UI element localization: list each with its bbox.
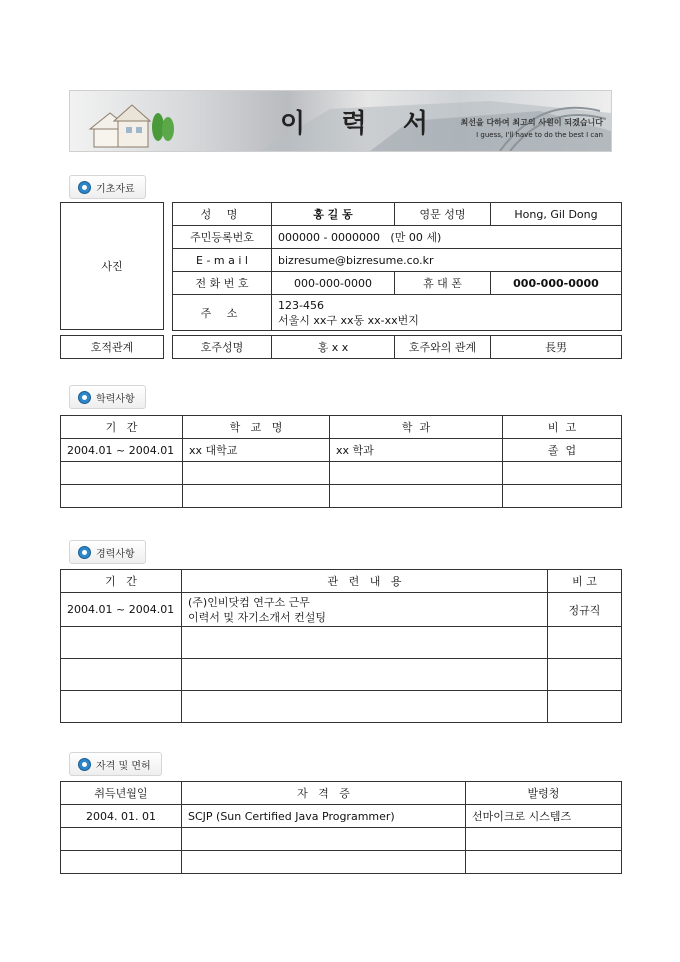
- career-description: [182, 593, 548, 627]
- career-description: [182, 627, 548, 659]
- section-tag-license: [69, 752, 162, 776]
- name-value: 홍 길 동: [272, 203, 395, 226]
- section-tag-career: [69, 540, 146, 564]
- edu-period: [61, 462, 183, 485]
- edu-note: 졸 업: [503, 439, 622, 462]
- address-value: [272, 295, 622, 331]
- family-table: [172, 335, 622, 359]
- header-note: 비 고: [503, 416, 622, 439]
- table-row: [61, 462, 622, 485]
- eng-name-value: Hong, Gil Dong: [491, 203, 622, 226]
- head-label: 호주성명: [173, 336, 272, 359]
- edu-major: [330, 462, 503, 485]
- title-char: 이: [280, 109, 308, 139]
- name-label: 성 명: [173, 203, 272, 226]
- edu-major: [330, 485, 503, 508]
- resume-banner: [69, 90, 612, 152]
- header-school: 학 교 명: [183, 416, 330, 439]
- table-row: [61, 627, 622, 659]
- rrn-value: 000000 - 0000000 (만 00 세): [272, 226, 622, 249]
- slogan-korean: 최선을 다하여 최고의 사원이 되겠습니다: [460, 118, 603, 127]
- bullet-icon: [78, 391, 91, 404]
- eng-name-label: 영문 성명: [395, 203, 491, 226]
- header-date: 취득년월일: [61, 782, 182, 805]
- table-row: [61, 828, 622, 851]
- career-period: [61, 691, 182, 723]
- resume-title: [280, 103, 430, 140]
- license-name: [182, 828, 466, 851]
- table-row: [173, 295, 622, 331]
- section-tag-education: [69, 385, 146, 409]
- edu-school: xx 대학교: [183, 439, 330, 462]
- mobile-label: 휴 대 폰: [395, 272, 491, 295]
- career-description: [182, 659, 548, 691]
- relation-value: 長男: [491, 336, 622, 359]
- edu-note: [503, 485, 622, 508]
- career-line: 이력서 및 자기소개서 컨설팅: [188, 610, 327, 624]
- family-relation-text: 호적관계: [90, 341, 134, 354]
- license-table: [60, 781, 622, 874]
- table-header-row: [61, 782, 622, 805]
- edu-school: [183, 485, 330, 508]
- section-tag-basic: [69, 175, 146, 199]
- head-value: 홍 x x: [272, 336, 395, 359]
- license-issuer: 선마이크로 시스템즈: [466, 805, 622, 828]
- slogan-english: I guess, I'll have to do the best I can: [476, 131, 603, 139]
- license-name: SCJP (Sun Certified Java Programmer): [182, 805, 466, 828]
- career-note: [548, 627, 622, 659]
- section-tag-label: 자격 및 면허: [96, 760, 151, 772]
- phone-value: 000-000-0000: [272, 272, 395, 295]
- header-period: 기 간: [61, 416, 183, 439]
- address-street: 서울시 xx구 xx동 xx-xx번지: [278, 313, 419, 327]
- photo-box: [60, 202, 164, 330]
- address-label: 주 소: [173, 295, 272, 331]
- career-description: [182, 691, 548, 723]
- bullet-icon: [78, 546, 91, 559]
- relation-label: 호주와의 관계: [395, 336, 491, 359]
- section-tag-label: 기초자료: [96, 183, 135, 195]
- table-header-row: [61, 570, 622, 593]
- license-name: [182, 851, 466, 874]
- career-note: 정규직: [548, 593, 622, 627]
- edu-period: 2004.01 ~ 2004.01: [61, 439, 183, 462]
- section-tag-label: 학력사항: [96, 393, 135, 405]
- license-date: 2004. 01. 01: [61, 805, 182, 828]
- career-note: [548, 691, 622, 723]
- table-row: [61, 659, 622, 691]
- table-row: [61, 691, 622, 723]
- career-note: [548, 659, 622, 691]
- career-period: [61, 659, 182, 691]
- license-date: [61, 828, 182, 851]
- email-value: bizresume@bizresume.co.kr: [272, 249, 622, 272]
- section-tag-label: 경력사항: [96, 548, 135, 560]
- career-line: (주)인비닷컴 연구소 근무: [188, 595, 310, 609]
- table-row: [173, 336, 622, 359]
- edu-major: xx 학과: [330, 439, 503, 462]
- header-description: 관 련 내 용: [182, 570, 548, 593]
- table-header-row: [61, 416, 622, 439]
- rrn-label: 주민등록번호: [173, 226, 272, 249]
- table-row: [173, 203, 622, 226]
- table-row: [61, 805, 622, 828]
- table-row: [173, 272, 622, 295]
- header-major: 학 과: [330, 416, 503, 439]
- career-period: 2004.01 ~ 2004.01: [61, 593, 182, 627]
- header-issuer: 발령청: [466, 782, 622, 805]
- header-period: 기 간: [61, 570, 182, 593]
- basic-info-table: [172, 202, 622, 331]
- table-row: [61, 485, 622, 508]
- header-note: 비 고: [548, 570, 622, 593]
- table-row: [61, 593, 622, 627]
- bullet-icon: [78, 181, 91, 194]
- table-row: [173, 249, 622, 272]
- edu-period: [61, 485, 183, 508]
- phone-label: 전 화 번 호: [173, 272, 272, 295]
- education-table: [60, 415, 622, 508]
- email-label: E - m a i l: [173, 249, 272, 272]
- table-row: [61, 851, 622, 874]
- address-zip: 123-456: [278, 298, 324, 312]
- title-char: 서: [402, 109, 430, 139]
- table-row: [173, 226, 622, 249]
- title-char: 력: [341, 109, 369, 139]
- license-issuer: [466, 851, 622, 874]
- edu-school: [183, 462, 330, 485]
- license-date: [61, 851, 182, 874]
- mobile-value: 000-000-0000: [491, 272, 622, 295]
- table-row: [61, 439, 622, 462]
- career-period: [61, 627, 182, 659]
- career-table: [60, 569, 622, 723]
- edu-note: [503, 462, 622, 485]
- license-issuer: [466, 828, 622, 851]
- family-relation-label: [60, 335, 164, 359]
- photo-label: 사진: [101, 260, 123, 273]
- bullet-icon: [78, 758, 91, 771]
- header-license: 자 격 증: [182, 782, 466, 805]
